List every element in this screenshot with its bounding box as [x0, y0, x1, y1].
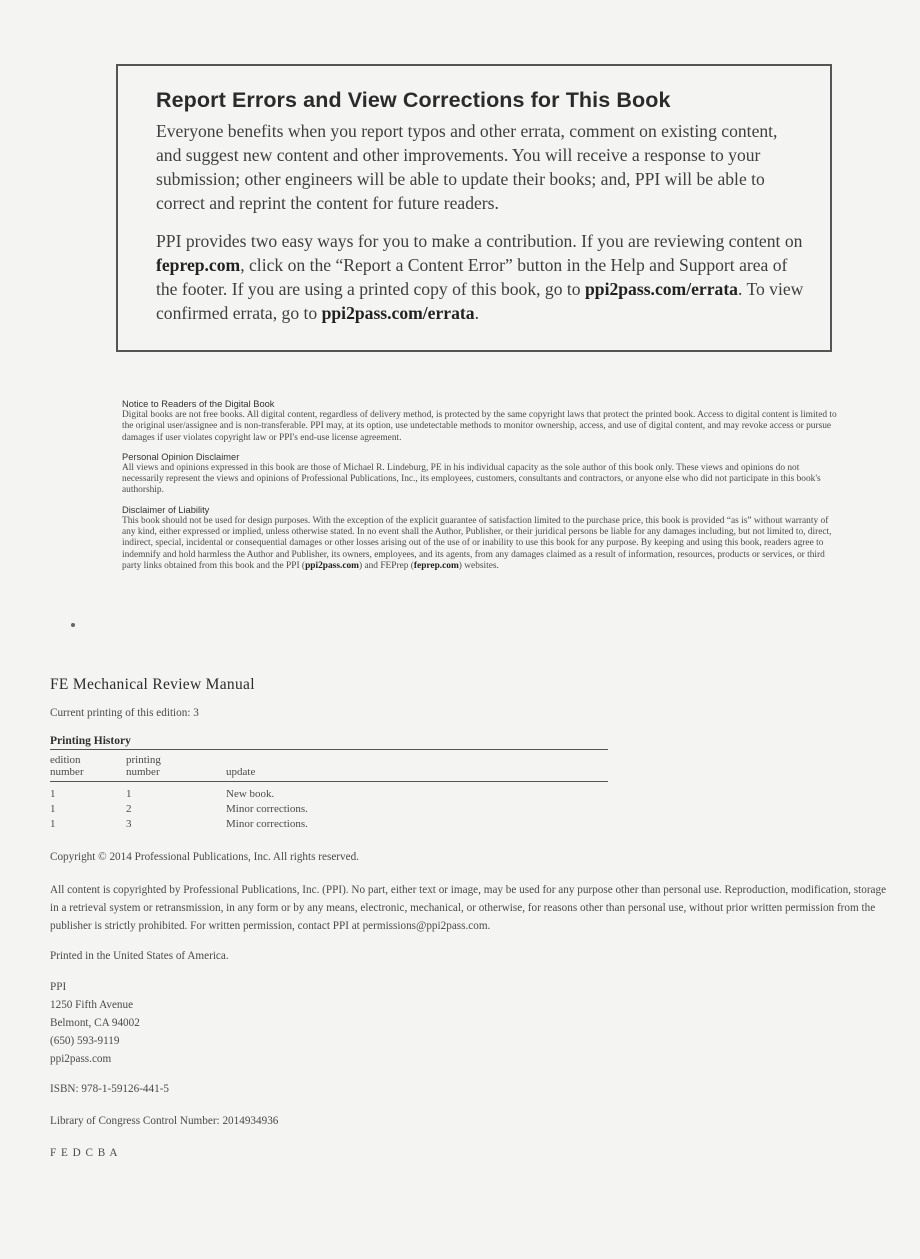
table-header-row-top	[50, 750, 608, 767]
opinion-disclaimer-title: Personal Opinion Disclaimer	[122, 451, 240, 462]
row-update: Minor corrections.	[226, 803, 308, 815]
header-edition-top: edition	[50, 754, 81, 766]
row-update: New book.	[226, 788, 275, 800]
liability-text: ) and FEPrep (	[358, 560, 414, 571]
feprep-link[interactable]: feprep.com	[413, 560, 459, 571]
confirmed-errata-link[interactable]: ppi2pass.com/errata	[321, 303, 475, 323]
header-edition-bottom: number	[50, 766, 84, 778]
digital-notice-title: Notice to Readers of the Digital Book	[122, 399, 275, 409]
opinion-disclaimer-body: All views and opinions expressed in this book are those of Michael R. Lindeburg, PE in his individual capacity as the sole author of this book only. These views and opinions do not necessarily represent the views and opinions of Professional Publications, Inc., its employees, customers, consultants and contractors, or anyone else who did not participate in this book's authorship.	[122, 462, 821, 496]
book-title: FE Mechanical Review Manual	[50, 676, 255, 693]
row-update: Minor corrections.	[226, 818, 308, 830]
errata-paragraph-1: Everyone benefits when you report typos and other errata, comment on existing content, and suggest new content and other improvements. You will receive a response to your submission; other engineers will be able to update their books; and, PPI will be able to correct and reprint the content for future readers.	[156, 121, 778, 213]
errata-text: PPI provides two easy ways for you to make a contribution. If you are reviewing content on	[156, 231, 803, 251]
printing-letters: F E D C B A	[50, 1147, 119, 1159]
errata-paragraph-2	[156, 229, 806, 325]
isbn: ISBN: 978-1-59126-441-5	[50, 1083, 170, 1095]
printed-in: Printed in the United States of America.	[50, 950, 229, 962]
errata-link[interactable]: ppi2pass.com/errata	[585, 279, 738, 299]
liability-text: This book should not be used for design purposes. With the exception of the explicit guarantee of satisfaction limited to the purchase price, this book is provided “as is” without warranty of any kind, either expressed or implied, unless otherwise stated. In no event shall the Author, Publisher, or their juridical persons be liable for any damages including, but not limited to, direct, indirect, special, incidental or consequential damages or other losses arising out of the use of or inability to use this book for any purpose. By keeping and using this book, readers agree to indemnify and hold harmless the Author and Publisher, its owners, employees, and its agents, from any damages claimed as a result of information, resources, products or services, or third party links obtained from this book and the PPI (	[122, 515, 832, 571]
publisher-phone: (650) 593-9119	[50, 1035, 120, 1047]
colophon	[50, 676, 890, 1161]
table-row	[50, 800, 608, 815]
errata-title: Report Errors and View Corrections for This Book	[156, 88, 671, 112]
rights-statement: All content is copyrighted by Professional Publications, Inc. (PPI). No part, either text or image, may be used for any purpose other than personal use. Reproduction, modification, storage in a retrieval system or retransmission, in any form or by any means, electronic, mechanical, or otherwise, for reasons other than personal use, without prior written permission from the publisher is strictly prohibited. For written permission, contact PPI at permissions@ppi2pass.com.	[50, 884, 887, 932]
errata-box	[116, 64, 832, 352]
publisher-name: PPI	[50, 981, 67, 993]
liability-disclaimer-title: Disclaimer of Liability	[122, 504, 210, 515]
bullet-mark	[71, 623, 75, 627]
printing-history-title: Printing History	[50, 735, 131, 747]
row-edition: 1	[50, 788, 56, 800]
header-printing-top: printing	[126, 754, 161, 766]
publisher-city: Belmont, CA 94002	[50, 1017, 140, 1029]
errata-text: , click on the “Report a Content Error” button in the Help and Support area of the footer. If you are using a printed copy of this book, go to	[156, 255, 788, 299]
copyright-notice: Copyright © 2014 Professional Publications, Inc. All rights reserved.	[50, 851, 359, 863]
errata-text: . To view confirmed errata, go to	[156, 279, 804, 323]
table-row	[50, 782, 608, 801]
liability-disclaimer-body	[122, 516, 840, 572]
row-printing: 2	[126, 803, 132, 815]
header-printing-bottom: number	[126, 766, 160, 778]
table-row	[50, 815, 608, 830]
row-edition: 1	[50, 803, 56, 815]
ppi-link[interactable]: ppi2pass.com	[305, 560, 359, 571]
publisher-address	[50, 978, 890, 1068]
header-empty	[226, 750, 608, 767]
liability-text: ) websites.	[458, 560, 499, 571]
row-edition: 1	[50, 818, 56, 830]
row-printing: 3	[126, 818, 132, 830]
header-update: update	[226, 766, 256, 778]
lccn: Library of Congress Control Number: 2014934936	[50, 1115, 279, 1127]
notices-section	[122, 398, 842, 579]
printing-history-table	[50, 749, 608, 830]
digital-notice-body: Digital books are not free books. All digital content, regardless of delivery method, is protected by the same copyright laws that protect the printed book. Access to digital content is limited to the original user/assignee and is non-transferable. PPI may, at its option, use undetectable methods to monitor ownership, access, and use of digital content, and may revoke access or pursue damages if user violates copyright law or PPI's end-use license agreement.	[122, 410, 837, 443]
publisher-street: 1250 Fifth Avenue	[50, 999, 134, 1011]
feprep-link[interactable]: feprep.com	[156, 255, 241, 275]
row-printing: 1	[126, 788, 132, 800]
table-header-row-bottom	[50, 766, 608, 782]
publisher-web: ppi2pass.com	[50, 1053, 112, 1065]
current-printing: Current printing of this edition: 3	[50, 707, 199, 719]
errata-text: .	[474, 303, 479, 323]
